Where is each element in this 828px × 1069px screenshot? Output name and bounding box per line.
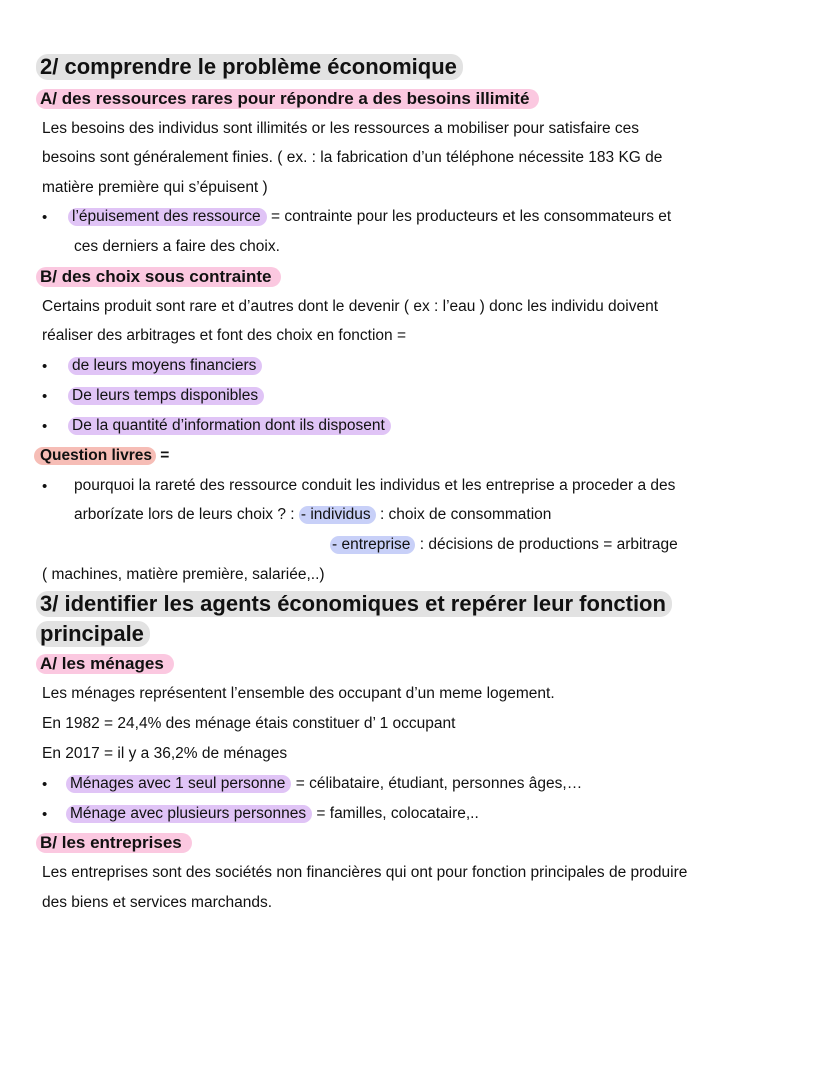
question-text: arborízate lors de leurs choix ? : [74, 506, 299, 523]
paragraph-line: ( machines, matière première, salariée,..) [42, 566, 325, 583]
section2-title-text: 2/ comprendre le problème économique [36, 54, 463, 80]
paragraph-line: En 2017 = il y a 36,2% de ménages [42, 745, 288, 762]
bullet-line [74, 208, 671, 226]
bullet-line: pourquoi la rareté des ressource conduit les individus et les entreprise a proceder a des [74, 477, 676, 494]
bullet-line [72, 775, 582, 793]
paragraph-line: En 1982 = 24,4% des ménage étais constituer d’ 1 occupant [42, 715, 456, 732]
question-label: Question livres [34, 447, 156, 465]
bullet-point: • [42, 388, 48, 405]
bullet-point: • [42, 358, 48, 375]
bullet-line [74, 387, 264, 405]
paragraph-line: Certains produit sont rare et d’autres dont le devenir ( ex : l’eau ) donc les individu doivent [42, 298, 659, 315]
section3-partA-title [42, 654, 174, 674]
section3-title-text: 3/ identifier les agents économiques et repérer leur fonction [36, 591, 672, 617]
section3-title-line1 [42, 591, 672, 617]
bullet-line-continued [74, 506, 551, 524]
highlight-text: l’épuisement des ressource [68, 208, 267, 226]
paragraph-line: matière première qui s’épuisent ) [42, 179, 268, 196]
bullet-text: = contrainte pour les producteurs et les consommateurs et [266, 208, 672, 225]
answer-text: : choix de consommation [375, 506, 552, 523]
bullet-line-continued: ces derniers a faire des choix. [74, 238, 280, 255]
bullet-point: • [42, 776, 48, 793]
section2-partB-title [42, 267, 281, 287]
paragraph-line: réaliser des arbitrages et font des choix en fonction = [42, 327, 407, 344]
section3-title-line2 [42, 621, 150, 647]
section3-title-text: principale [36, 621, 150, 647]
section3-partB-title-text: B/ les entreprises [36, 833, 192, 853]
bullet-line [74, 357, 262, 375]
section3-partB-title [42, 833, 192, 853]
bullet-point: • [42, 418, 48, 435]
paragraph-line: Les ménages représentent l’ensemble des occupant d’un meme logement. [42, 685, 555, 702]
paragraph-line: Les besoins des individus sont illimités or les ressources a mobiliser pour satisfaire ces [42, 120, 640, 137]
question-label-line [42, 447, 169, 465]
highlight-text: Ménage avec plusieurs personnes [66, 805, 312, 823]
question-suffix: = [155, 447, 170, 464]
section2-title [42, 54, 463, 80]
highlight-text: - entreprise [330, 536, 415, 554]
section2-partA-title [42, 89, 539, 109]
paragraph-line: des biens et services marchands. [42, 894, 273, 911]
highlight-text: - individus [299, 506, 376, 524]
highlight-text: De la quantité d’information dont ils disposent [68, 417, 391, 435]
bullet-point: • [42, 478, 48, 495]
paragraph-line: Les entreprises sont des sociétés non financières qui ont pour fonction principales de produire [42, 864, 688, 881]
section2-partB-title-text: B/ des choix sous contrainte [36, 267, 281, 287]
section2-partA-title-text: A/ des ressources rares pour répondre a des besoins illimité [36, 89, 539, 109]
highlight-text: de leurs moyens financiers [68, 357, 262, 375]
highlight-text: Ménages avec 1 seul personne [66, 775, 291, 793]
highlight-text: De leurs temps disponibles [68, 387, 264, 405]
bullet-text: = familles, colocataire,.. [312, 805, 479, 822]
section3-partA-title-text: A/ les ménages [36, 654, 174, 674]
paragraph-line: besoins sont généralement finies. ( ex. : la fabrication d’un téléphone nécessite 183 KG de [42, 149, 663, 166]
bullet-line [72, 805, 479, 823]
bullet-text: = célibataire, étudiant, personnes âges,… [291, 775, 583, 792]
bullet-point: • [42, 806, 48, 823]
bullet-point: • [42, 209, 48, 226]
bullet-line [74, 417, 391, 435]
answer-text: : décisions de productions = arbitrage [415, 536, 678, 553]
answer-line [330, 536, 678, 554]
